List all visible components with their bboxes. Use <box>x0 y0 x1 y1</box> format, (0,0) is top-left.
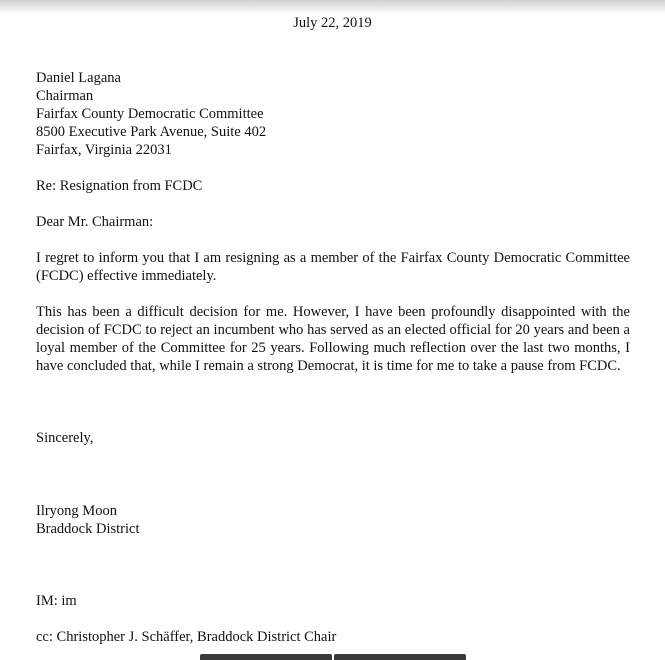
closing: Sincerely, <box>36 430 94 446</box>
salutation: Dear Mr. Chairman: <box>36 214 154 230</box>
signer-name: Ilryong Moon <box>36 503 117 519</box>
recipient-organization: Fairfax County Democratic Committee <box>36 106 264 122</box>
recipient-title: Chairman <box>36 88 94 104</box>
signer-district: Braddock District <box>36 521 140 537</box>
reference-initials: IM: im <box>36 593 77 609</box>
signature-block <box>36 502 630 538</box>
bottom-toolbar[interactable] <box>200 654 466 660</box>
letter-date: July 22, 2019 <box>293 15 372 31</box>
recipient-street: 8500 Executive Park Avenue, Suite 402 <box>36 124 267 140</box>
toolbar-segment-right[interactable] <box>334 654 466 660</box>
recipient-name: Daniel Lagana <box>36 70 121 86</box>
recipient-city: Fairfax, Virginia 22031 <box>36 142 172 158</box>
recipient-address <box>36 69 630 159</box>
body-paragraph-2: This has been a difficult decision for me. However, I have been profoundly disappointed with the decision of FCDC to reject an incumbent who has served as an elected official for 20 years and been a loyal member of the Committee for 25 years. Following much reflection over the last two months, I have concluded that, while I remain a strong Democrat, it is time for me to take a pause from FCDC. <box>36 304 630 374</box>
cc-line: cc: Christopher J. Schäffer, Braddock District Chair <box>36 629 337 645</box>
toolbar-segment-left[interactable] <box>200 654 332 660</box>
body-paragraph-1: I regret to inform you that I am resigning as a member of the Fairfax County Democratic Committee (FCDC) effective immediately. <box>36 250 630 284</box>
subject-line: Re: Resignation from FCDC <box>36 178 203 194</box>
top-edge-shadow <box>0 0 665 14</box>
